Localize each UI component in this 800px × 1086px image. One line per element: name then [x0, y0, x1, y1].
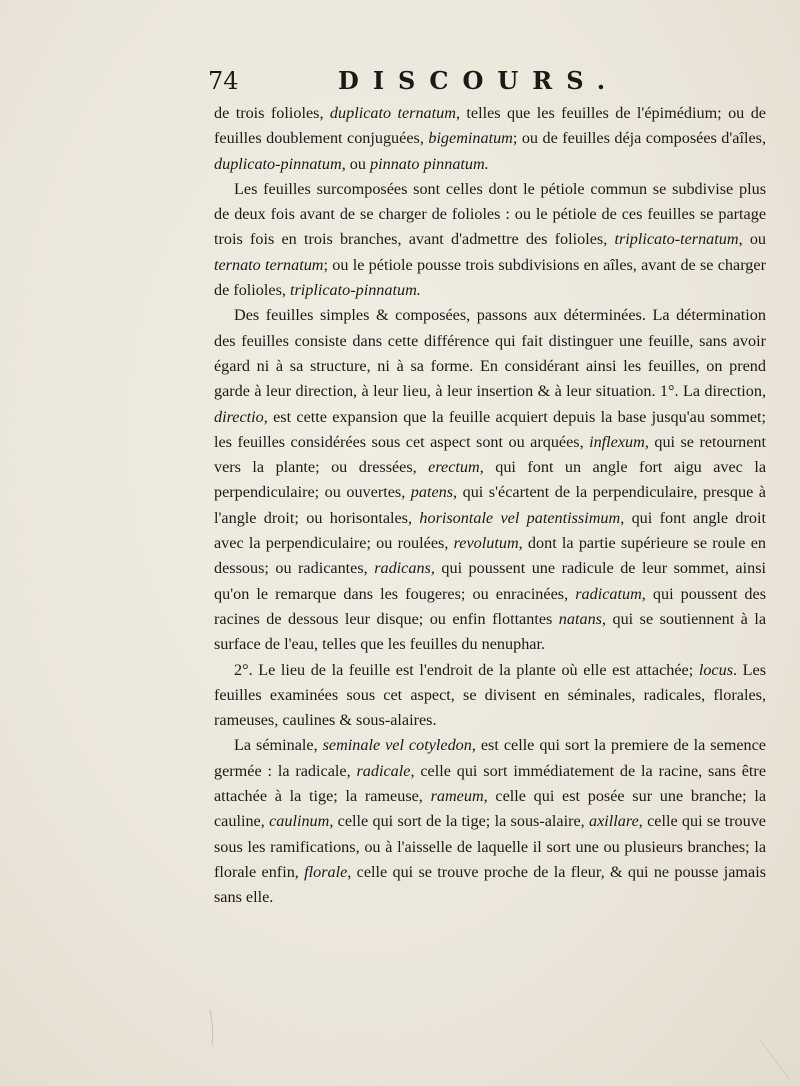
- latin-term: axillare: [589, 812, 639, 831]
- latin-term: locus: [698, 660, 733, 679]
- paragraph: [214, 303, 766, 657]
- latin-term: triplicato-ternatum: [614, 230, 739, 249]
- text-run: , qui se soutiennent à la surface de l'eau, telles que les feuilles du nenuphar.: [214, 609, 767, 654]
- text-run: . Les feuilles examinées sous cet aspect, se divisent en séminales, radicales, florales, rameuses, caulines & sous-alaires.: [214, 660, 767, 730]
- paragraph: [214, 733, 766, 910]
- text-run: , ou: [341, 154, 371, 173]
- latin-term: bigeminatum: [428, 129, 513, 148]
- latin-term: duplicato ternatum: [329, 104, 456, 122]
- page-header: [208, 66, 628, 100]
- text-run: ; ou le pétiole pousse trois subdivisions en aîles, avant de se charger de folioles,: [214, 255, 766, 300]
- paragraph: [214, 177, 766, 303]
- text-run: , qui font angle droit avec la perpendiculaire; ou roulées,: [214, 508, 767, 553]
- latin-term: radicatum: [575, 584, 642, 603]
- paragraph: [214, 101, 766, 177]
- text-run: , dont la partie supérieure se roule en dessous; ou radicantes,: [214, 534, 766, 578]
- latin-term: seminale vel cotyledon: [322, 736, 472, 755]
- latin-term: triplicato-pinnatum.: [289, 281, 421, 300]
- latin-term: revolutum: [453, 534, 519, 553]
- latin-term: pinnato pinnatum.: [370, 154, 489, 173]
- page-number: 74: [208, 67, 239, 95]
- text-run: , qui poussent des racines de dessous leur disque; ou enfin flottantes: [214, 584, 766, 628]
- paragraph: [214, 658, 766, 734]
- text-run: La séminale,: [234, 736, 323, 755]
- latin-term: directio: [214, 407, 264, 426]
- latin-term: rameum: [430, 787, 484, 806]
- latin-term: duplicato-pinnatum: [214, 154, 342, 173]
- text-run: , celle qui est posée sur une branche; la cauline,: [214, 787, 767, 831]
- latin-term: inflexum: [589, 432, 645, 451]
- latin-term: radicans: [374, 559, 431, 578]
- text-run: , celle qui se trouve proche de la fleur, & qui ne pousse jamais sans elle.: [214, 862, 766, 907]
- text-run: , est cette expansion que la feuille acquiert depuis la base jusqu'au sommet; les feuilles considérées sous cet aspect sont ou arquées,: [214, 407, 766, 451]
- latin-term: erectum: [428, 458, 480, 477]
- latin-term: horisontale vel patentissimum: [419, 508, 621, 527]
- latin-term: radicale: [356, 761, 411, 780]
- latin-term: patens: [410, 483, 454, 502]
- text-run: 2°. Le lieu de la feuille est l'endroit de la plante où elle est attachée;: [234, 660, 699, 679]
- text-run: , qui poussent une radicule de leur sommet, ainsi qu'on le remarque dans les fougeres; ou enracinées,: [214, 559, 766, 603]
- text-run: , est celle qui sort la premiere de la semence germée : la radicale,: [214, 736, 766, 780]
- running-title: DISCOURS.: [338, 66, 620, 95]
- text-run: , qui s'écartent de la perpendiculaire, presque à l'angle droit; ou horisontales,: [214, 483, 766, 527]
- latin-term: florale: [304, 862, 348, 881]
- text-run: Les feuilles surcomposées sont celles dont le pétiole commun se subdivise plus de deux fois avant de se charger de folioles : ou le pétiole de ces feuilles se partage trois fois en trois branches, avant d'admettre des folioles,: [214, 179, 766, 249]
- text-run: , qui font un angle fort aigu avec la perpendiculaire; ou ouvertes,: [214, 458, 767, 502]
- text-run: , celle qui sort immédiatement de la racine, sans être attachée à la tige; la rameuse,: [214, 761, 767, 806]
- latin-term: ternato ternatum: [214, 255, 324, 274]
- text-run: ; ou de feuilles déja composées d'aîles,: [512, 129, 766, 148]
- latin-term: natans: [558, 609, 602, 628]
- text-run: , telles que les feuilles de l'épimédium; ou de feuilles doublement conjuguées,: [214, 104, 766, 148]
- text-run: , celle qui sort de la tige; la sous-alaire,: [329, 812, 589, 831]
- latin-term: caulinum: [269, 812, 330, 831]
- text-run: Des feuilles simples & composées, passons aux déterminées. La détermination des feuilles consiste dans cette différence qui fait distinguer une feuille, sans avoir égard ni à sa structure, ni à sa forme. En considérant ainsi les feuilles, on prend garde à leur direction, à leur lieu, à leur insertion & à leur situation. 1°. La direction,: [214, 306, 766, 401]
- text-run: , qui se retournent vers la plante; ou dressées,: [214, 432, 766, 477]
- text-run: , celle qui se trouve sous les ramifications, ou à l'aisselle de laquelle il sort une ou plusieurs branches; la florale enfin,: [214, 812, 766, 881]
- body-text: [214, 101, 766, 911]
- text-run: , ou: [738, 230, 767, 249]
- text-run: de trois folioles,: [214, 104, 330, 122]
